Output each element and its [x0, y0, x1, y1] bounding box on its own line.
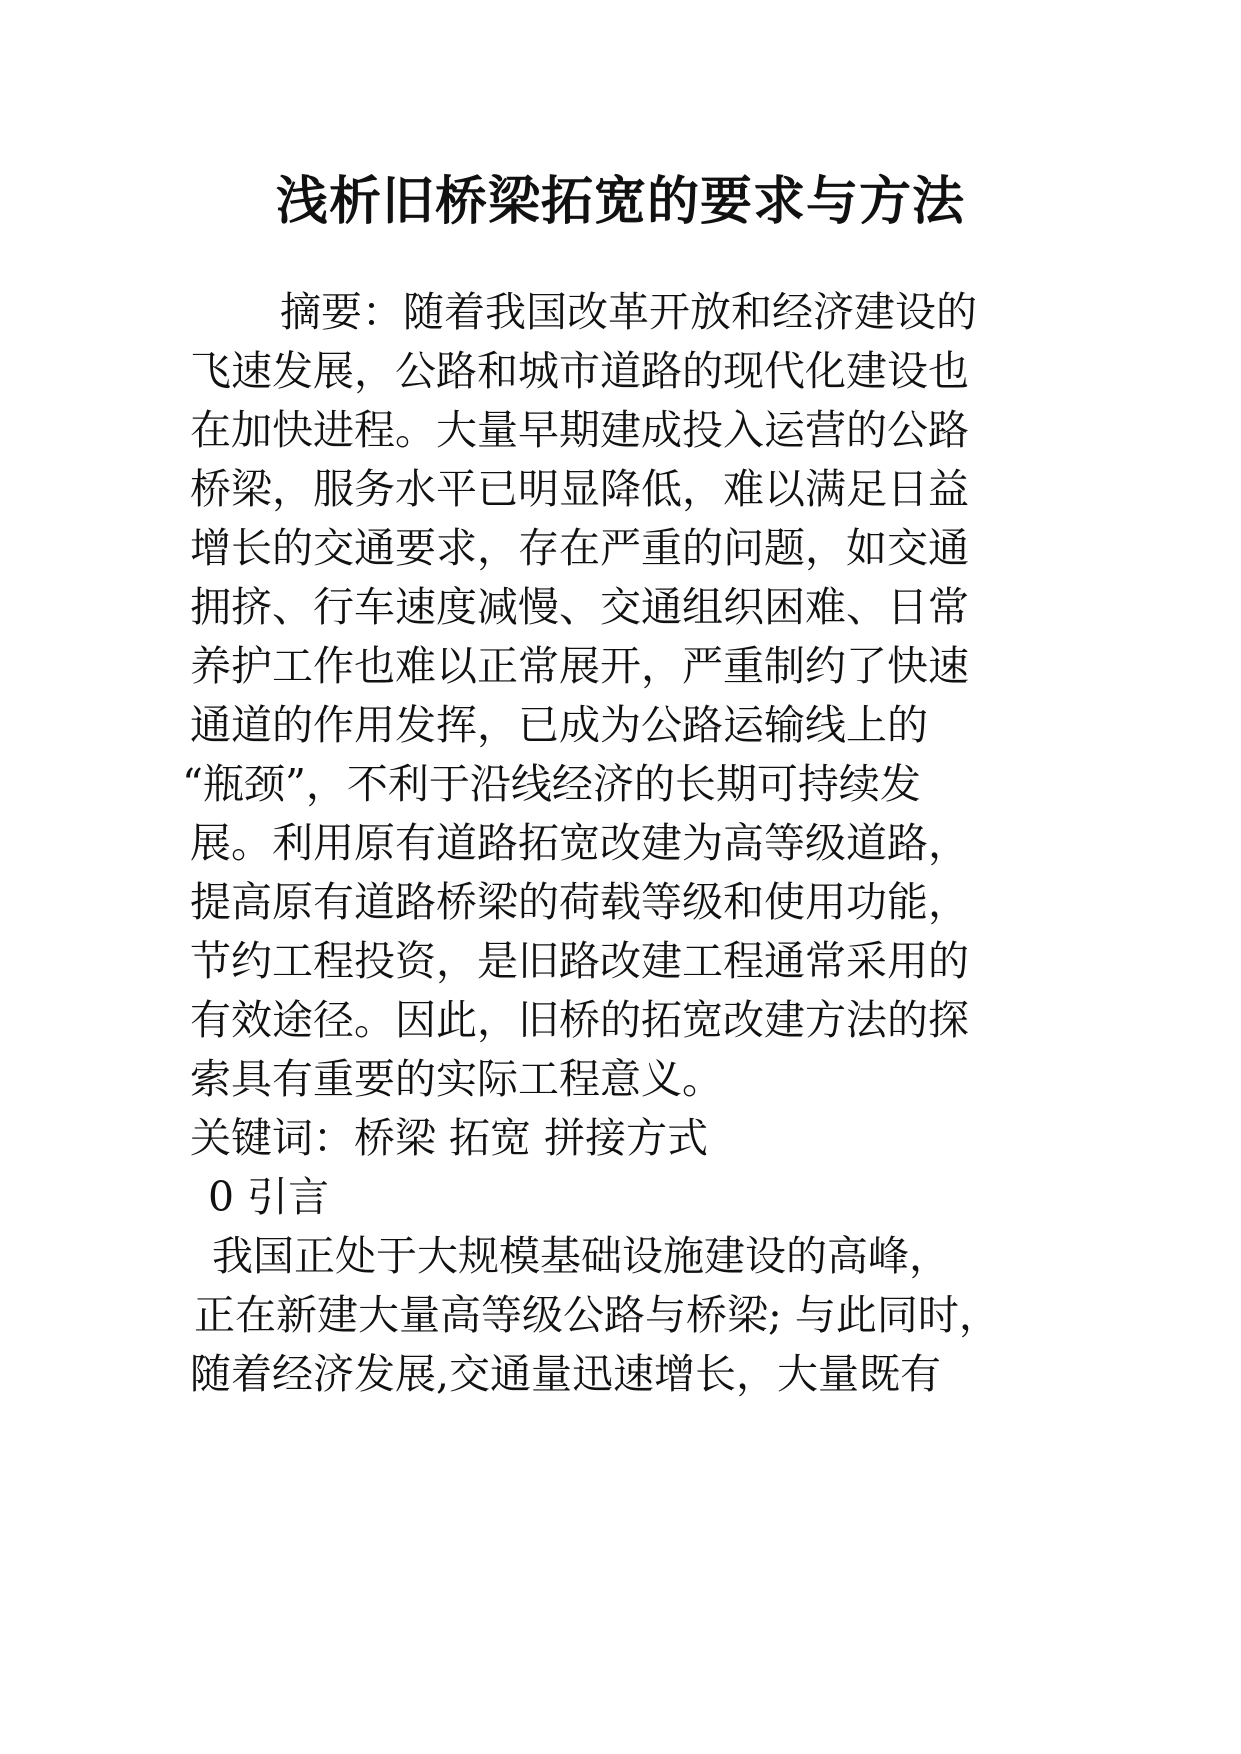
intro-line: 正在新建大量高等级公路与桥梁; 与此同时，: [194, 1291, 1000, 1339]
intro-line: 随着经济发展,交通量迅速增长，大量既有: [190, 1350, 942, 1398]
abstract-line: “瓶颈”，不利于沿线经济的长期可持续发: [182, 760, 921, 808]
abstract-line: 提高原有道路桥梁的荷载等级和使用功能，: [190, 878, 969, 926]
abstract-line: 桥梁，服务水平已明显降低，难以满足日益: [190, 465, 969, 513]
section-heading: 0 引言: [208, 1173, 330, 1221]
abstract-line: 飞速发展，公路和城市道路的现代化建设也: [190, 347, 969, 395]
abstract-line: 养护工作也难以正常展开，严重制约了快速: [190, 642, 969, 690]
abstract-line: 在加快进程。大量早期建成投入运营的公路: [190, 406, 969, 454]
abstract-line: 增长的交通要求，存在严重的问题，如交通: [190, 524, 969, 572]
abstract-line: 节约工程投资，是旧路改建工程通常采用的: [190, 937, 969, 985]
abstract-line: 拥挤、行车速度减慢、交通组织困难、日常: [190, 583, 969, 631]
intro-line: 我国正处于大规模基础设施建设的高峰，: [212, 1232, 950, 1280]
abstract-line: 有效途径。因此，旧桥的拓宽改建方法的探: [190, 996, 969, 1044]
abstract-line: 摘要：随着我国改革开放和经济建设的: [280, 288, 977, 336]
abstract-line: 索具有重要的实际工程意义。: [190, 1055, 723, 1103]
keywords-line: 关键词：桥梁 拓宽 拼接方式: [190, 1114, 709, 1162]
abstract-line: 展。利用原有道路拓宽改建为高等级道路，: [190, 819, 969, 867]
document-title: 浅析旧桥梁拓宽的要求与方法: [275, 171, 965, 232]
abstract-line: 通道的作用发挥，已成为公路运输线上的: [190, 701, 928, 749]
